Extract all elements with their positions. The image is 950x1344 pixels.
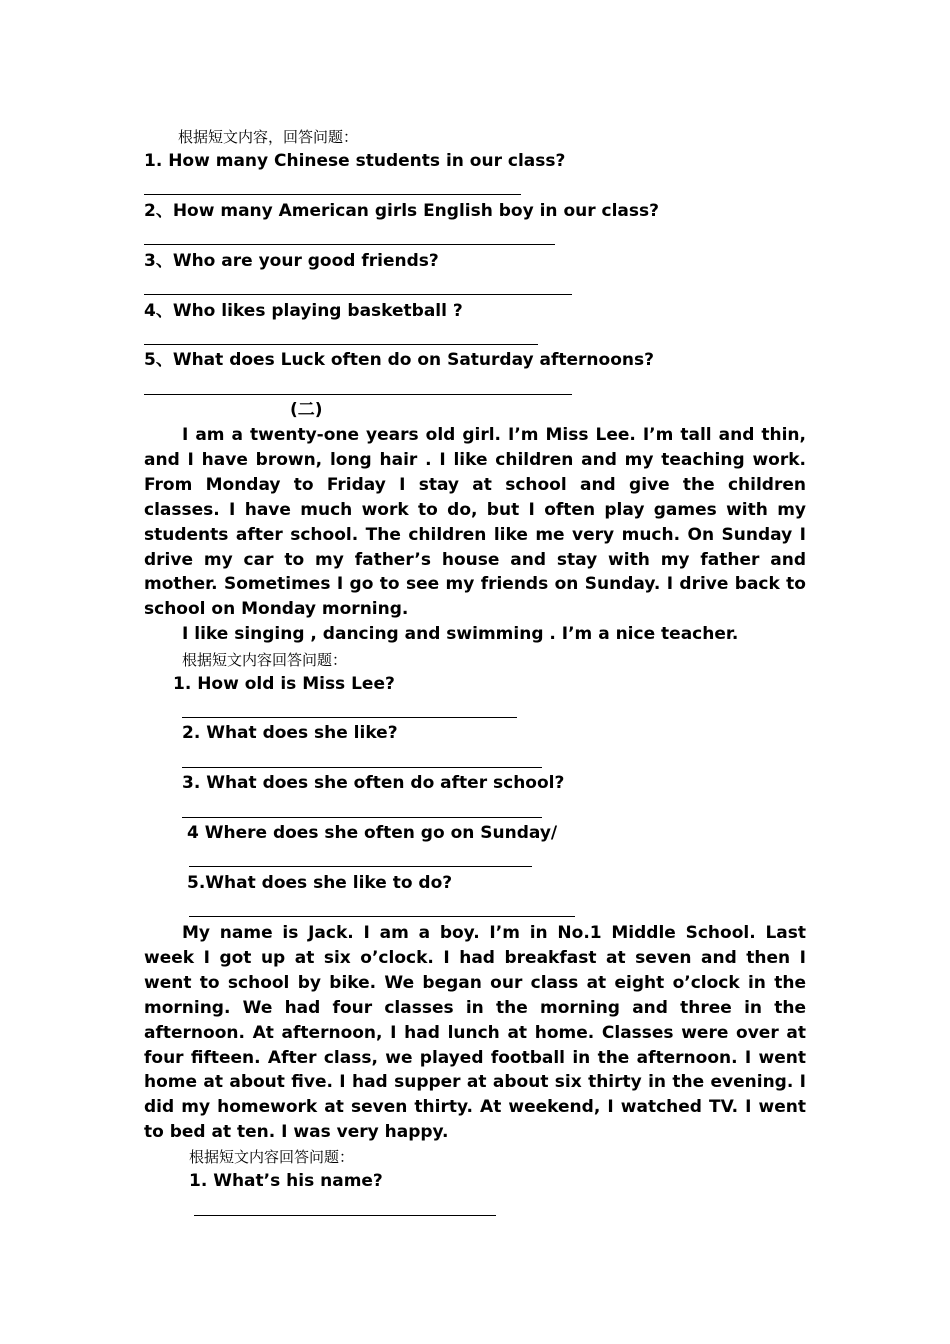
section2-answer-line-1[interactable] xyxy=(182,717,517,718)
section2-answer-line-2[interactable] xyxy=(182,767,542,768)
section2-question-1: 1. How old is Miss Lee? xyxy=(173,674,395,694)
section1-question-3: 3、Who are your good friends? xyxy=(144,251,439,271)
section2-question-3: 3. What does she often do after school? xyxy=(182,773,565,793)
section3-passage: My name is Jack. I am a boy. I’m in No.1 Middle School. Last week I got up at six o’clock. I had breakfast at seven and then I went to school by bike. We began our class at eight o’clock in the morning. We had four classes in the morning and three in the afternoon. At afternoon, I had lunch at home. Classes were over at four fifteen. After class, we played football in the afternoon. I went home at about five. I had supper at about six thirty in the evening. I did my homework at seven thirty. At weekend, I watched TV. I went to bed at ten. I was very happy. xyxy=(144,923,806,1143)
section2-answer-line-5[interactable] xyxy=(189,916,575,917)
section1-question-1: 1. How many Chinese students in our class? xyxy=(144,151,566,171)
section2-question-5: 5.What does she like to do? xyxy=(187,873,453,893)
section2-passage-closing: I like singing , dancing and swimming . I’m a nice teacher. xyxy=(182,624,739,644)
section1-instruction: 根据短文内容，回答问题： xyxy=(178,128,359,146)
section3-question-1: 1. What’s his name? xyxy=(189,1171,383,1191)
section1-answer-line-2[interactable] xyxy=(144,244,555,245)
section1-question-2: 2、How many American girls English boy in our class? xyxy=(144,201,660,221)
section2-heading: (二) xyxy=(290,400,323,420)
section1-answer-line-1[interactable] xyxy=(144,194,521,195)
section2-answer-line-3[interactable] xyxy=(182,817,542,818)
section2-answer-line-4[interactable] xyxy=(189,866,532,867)
section1-answer-line-5[interactable] xyxy=(144,394,572,395)
section1-question-5: 5、What does Luck often do on Saturday afternoons? xyxy=(144,350,654,370)
section1-answer-line-4[interactable] xyxy=(144,344,538,345)
section2-question-2: 2. What does she like? xyxy=(182,723,398,743)
section1-answer-line-3[interactable] xyxy=(144,294,572,295)
section3-answer-line-1[interactable] xyxy=(194,1215,496,1216)
section3-instruction: 根据短文内容回答问题： xyxy=(189,1148,355,1166)
section2-passage: I am a twenty-one years old girl. I’m Miss Lee. I’m tall and thin, and I have brown, long hair . I like children and my teaching work. From Monday to Friday I stay at school and give the children classes. I have much work to do, but I often play games with my students after school. The children like me very much. On Sunday I drive my car to my father’s house and stay with my father and mother. Sometimes I go to see my friends on Sunday. I drive back to school on Monday morning. xyxy=(144,425,806,620)
section2-question-4: 4 Where does she often go on Sunday/ xyxy=(187,823,558,843)
section2-instruction: 根据短文内容回答问题： xyxy=(182,651,348,669)
section1-question-4: 4、Who likes playing basketball ? xyxy=(144,301,463,321)
